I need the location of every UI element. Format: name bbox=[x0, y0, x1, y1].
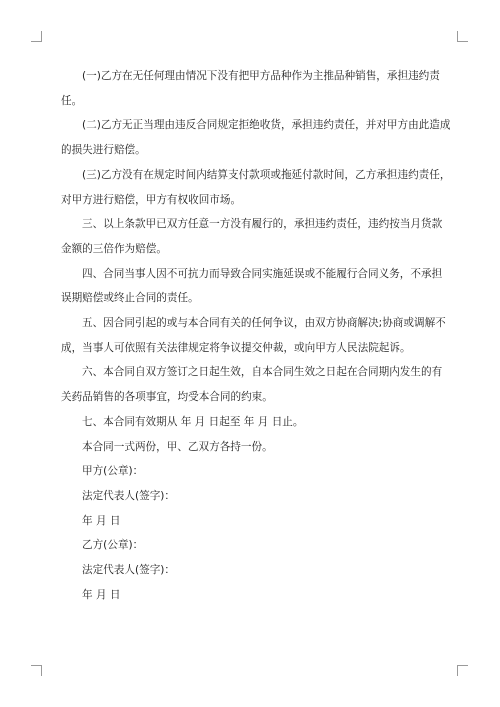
article-4: 四、合同当事人因不可抗力而导致合同实施延误或不能履行合同义务，不承担误期赔偿或终止合同的责任。 bbox=[61, 267, 443, 305]
party-a-representative: 法定代表人(签字)： bbox=[82, 489, 176, 502]
party-b-representative: 法定代表人(签字)： bbox=[82, 564, 176, 577]
article-7: 七、本合同有效期从 年 月 日起至 年 月 日止。 bbox=[82, 415, 304, 428]
article-6: 六、本合同自双方签订之日起生效，自本合同生效之日起在合同期内发生的有关药品销售的各项事宜，均受本合同的约束。 bbox=[61, 366, 443, 404]
party-a-date: 年 月 日 bbox=[82, 514, 121, 527]
article-5: 五、因合同引起的或与本合同有关的任何争议，由双方协商解决;协商或调解不成，当事人可依照有关法律规定将争议提交仲裁，或向甲方人民法院起诉。 bbox=[61, 317, 446, 354]
article-3: 三、以上条款甲已双方任意一方没有履行的，承担违约责任，违约按当月货款金额的三倍作为赔偿。 bbox=[61, 218, 443, 255]
party-a-seal: 甲方(公章)： bbox=[82, 465, 144, 478]
clause-1: (一)乙方在无任何理由情况下没有把甲方品种作为主推品种销售，承担违约责任。 bbox=[61, 70, 440, 107]
clause-3: (三)乙方没有在规定时间内结算支付款项或拖延付款时间，乙方承担违约责任，对甲方进行赔偿，甲方有权收回市场。 bbox=[61, 168, 451, 206]
crop-mark-bottom-left bbox=[31, 665, 42, 676]
crop-mark-bottom-right bbox=[457, 665, 468, 676]
copies-note: 本合同一式两份，甲、乙双方各持一份。 bbox=[82, 440, 273, 453]
crop-mark-top-right bbox=[457, 31, 468, 42]
clause-2: (二)乙方无正当理由违反合同规定拒绝收货，承担违约责任，并对甲方由此造成的损失进行赔偿。 bbox=[61, 119, 451, 157]
party-b-seal: 乙方(公章)： bbox=[82, 539, 144, 552]
document-body bbox=[61, 64, 451, 607]
party-b-date: 年 月 日 bbox=[82, 588, 121, 601]
crop-mark-top-left bbox=[31, 31, 42, 42]
